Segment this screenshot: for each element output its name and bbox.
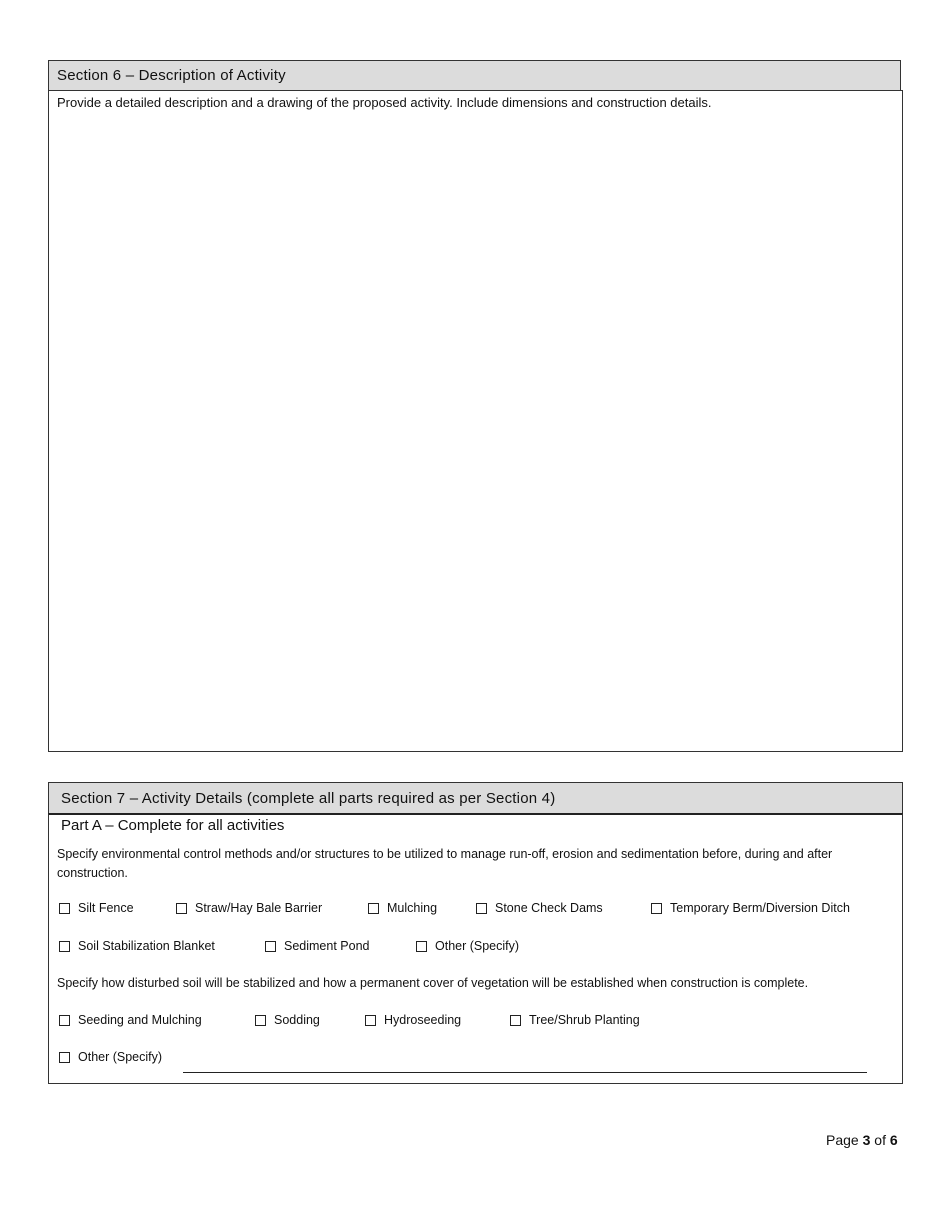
page-of: of xyxy=(874,1132,886,1148)
straw-hay-bale-barrier-option[interactable] xyxy=(176,901,322,915)
section-7-title: Section 7 – Activity Details (complete all parts required as per Section 4) xyxy=(61,789,556,807)
other-stabilization-option[interactable] xyxy=(59,1050,162,1064)
stone-check-dams-option[interactable] xyxy=(476,901,603,915)
section-6-header xyxy=(48,60,901,91)
checkbox-icon[interactable] xyxy=(176,903,187,914)
checkbox-icon[interactable] xyxy=(59,1052,70,1063)
section-7-body xyxy=(48,813,903,1084)
checkbox-icon[interactable] xyxy=(59,903,70,914)
checkbox-icon[interactable] xyxy=(476,903,487,914)
soil-stabilization-blanket-option[interactable] xyxy=(59,939,215,953)
sediment-pond-option[interactable] xyxy=(265,939,369,953)
option-label: Stone Check Dams xyxy=(495,901,603,915)
checkbox-icon[interactable] xyxy=(365,1015,376,1026)
option-label: Sediment Pond xyxy=(284,939,370,953)
section-6-instructions: Provide a detailed description and a drawing of the proposed activity. Include dimensions and construction details. xyxy=(57,95,712,110)
section-6-title: Section 6 – Description of Activity xyxy=(57,67,286,84)
stabilization-options-row xyxy=(49,1013,902,1033)
seeding-mulching-option[interactable] xyxy=(59,1013,202,1027)
option-label: Mulching xyxy=(387,901,438,915)
page-current: 3 xyxy=(862,1132,871,1148)
page-total: 6 xyxy=(889,1132,898,1148)
sodding-option[interactable] xyxy=(255,1013,320,1027)
option-label: Hydroseeding xyxy=(384,1013,462,1027)
other-stabilization-row xyxy=(49,1050,902,1070)
option-label: Straw/Hay Bale Barrier xyxy=(195,901,323,915)
checkbox-icon[interactable] xyxy=(59,1015,70,1026)
checkbox-icon[interactable] xyxy=(368,903,379,914)
section-7-header xyxy=(48,782,903,814)
checkbox-icon[interactable] xyxy=(255,1015,266,1026)
part-a-title: Part A – Complete for all activities xyxy=(61,817,285,834)
stabilization-question: Specify how disturbed soil will be stabilized and how a permanent cover of vegetation will be established when construction is complete. xyxy=(57,976,809,990)
option-label: Tree/Shrub Planting xyxy=(529,1013,640,1027)
control-options-row-2 xyxy=(49,939,902,959)
option-label: Other (Specify) xyxy=(78,1050,163,1064)
option-label: Temporary Berm/Diversion Ditch xyxy=(670,901,850,915)
option-label: Sodding xyxy=(274,1013,320,1027)
mulching-option[interactable] xyxy=(368,901,437,915)
checkbox-icon[interactable] xyxy=(59,941,70,952)
checkbox-icon[interactable] xyxy=(416,941,427,952)
checkbox-icon[interactable] xyxy=(651,903,662,914)
checkbox-icon[interactable] xyxy=(510,1015,521,1026)
option-label: Silt Fence xyxy=(78,901,134,915)
tree-shrub-planting-option[interactable] xyxy=(510,1013,640,1027)
silt-fence-option[interactable] xyxy=(59,901,134,915)
temporary-berm-option[interactable] xyxy=(651,901,850,915)
control-options-row-1 xyxy=(49,901,902,921)
description-field[interactable] xyxy=(48,90,903,752)
option-label: Seeding and Mulching xyxy=(78,1013,202,1027)
hydroseeding-option[interactable] xyxy=(365,1013,461,1027)
other-control-option[interactable] xyxy=(416,939,519,953)
control-methods-question: Specify environmental control methods and/or structures to be utilized to manage run-off, erosion and sedimentation before, during and after construction. xyxy=(57,847,833,880)
checkbox-icon[interactable] xyxy=(265,941,276,952)
option-label: Other (Specify) xyxy=(435,939,520,953)
other-specify-field[interactable] xyxy=(183,1072,867,1073)
option-label: Soil Stabilization Blanket xyxy=(78,939,215,953)
page-number xyxy=(826,1132,898,1148)
page-label: Page xyxy=(826,1132,859,1148)
